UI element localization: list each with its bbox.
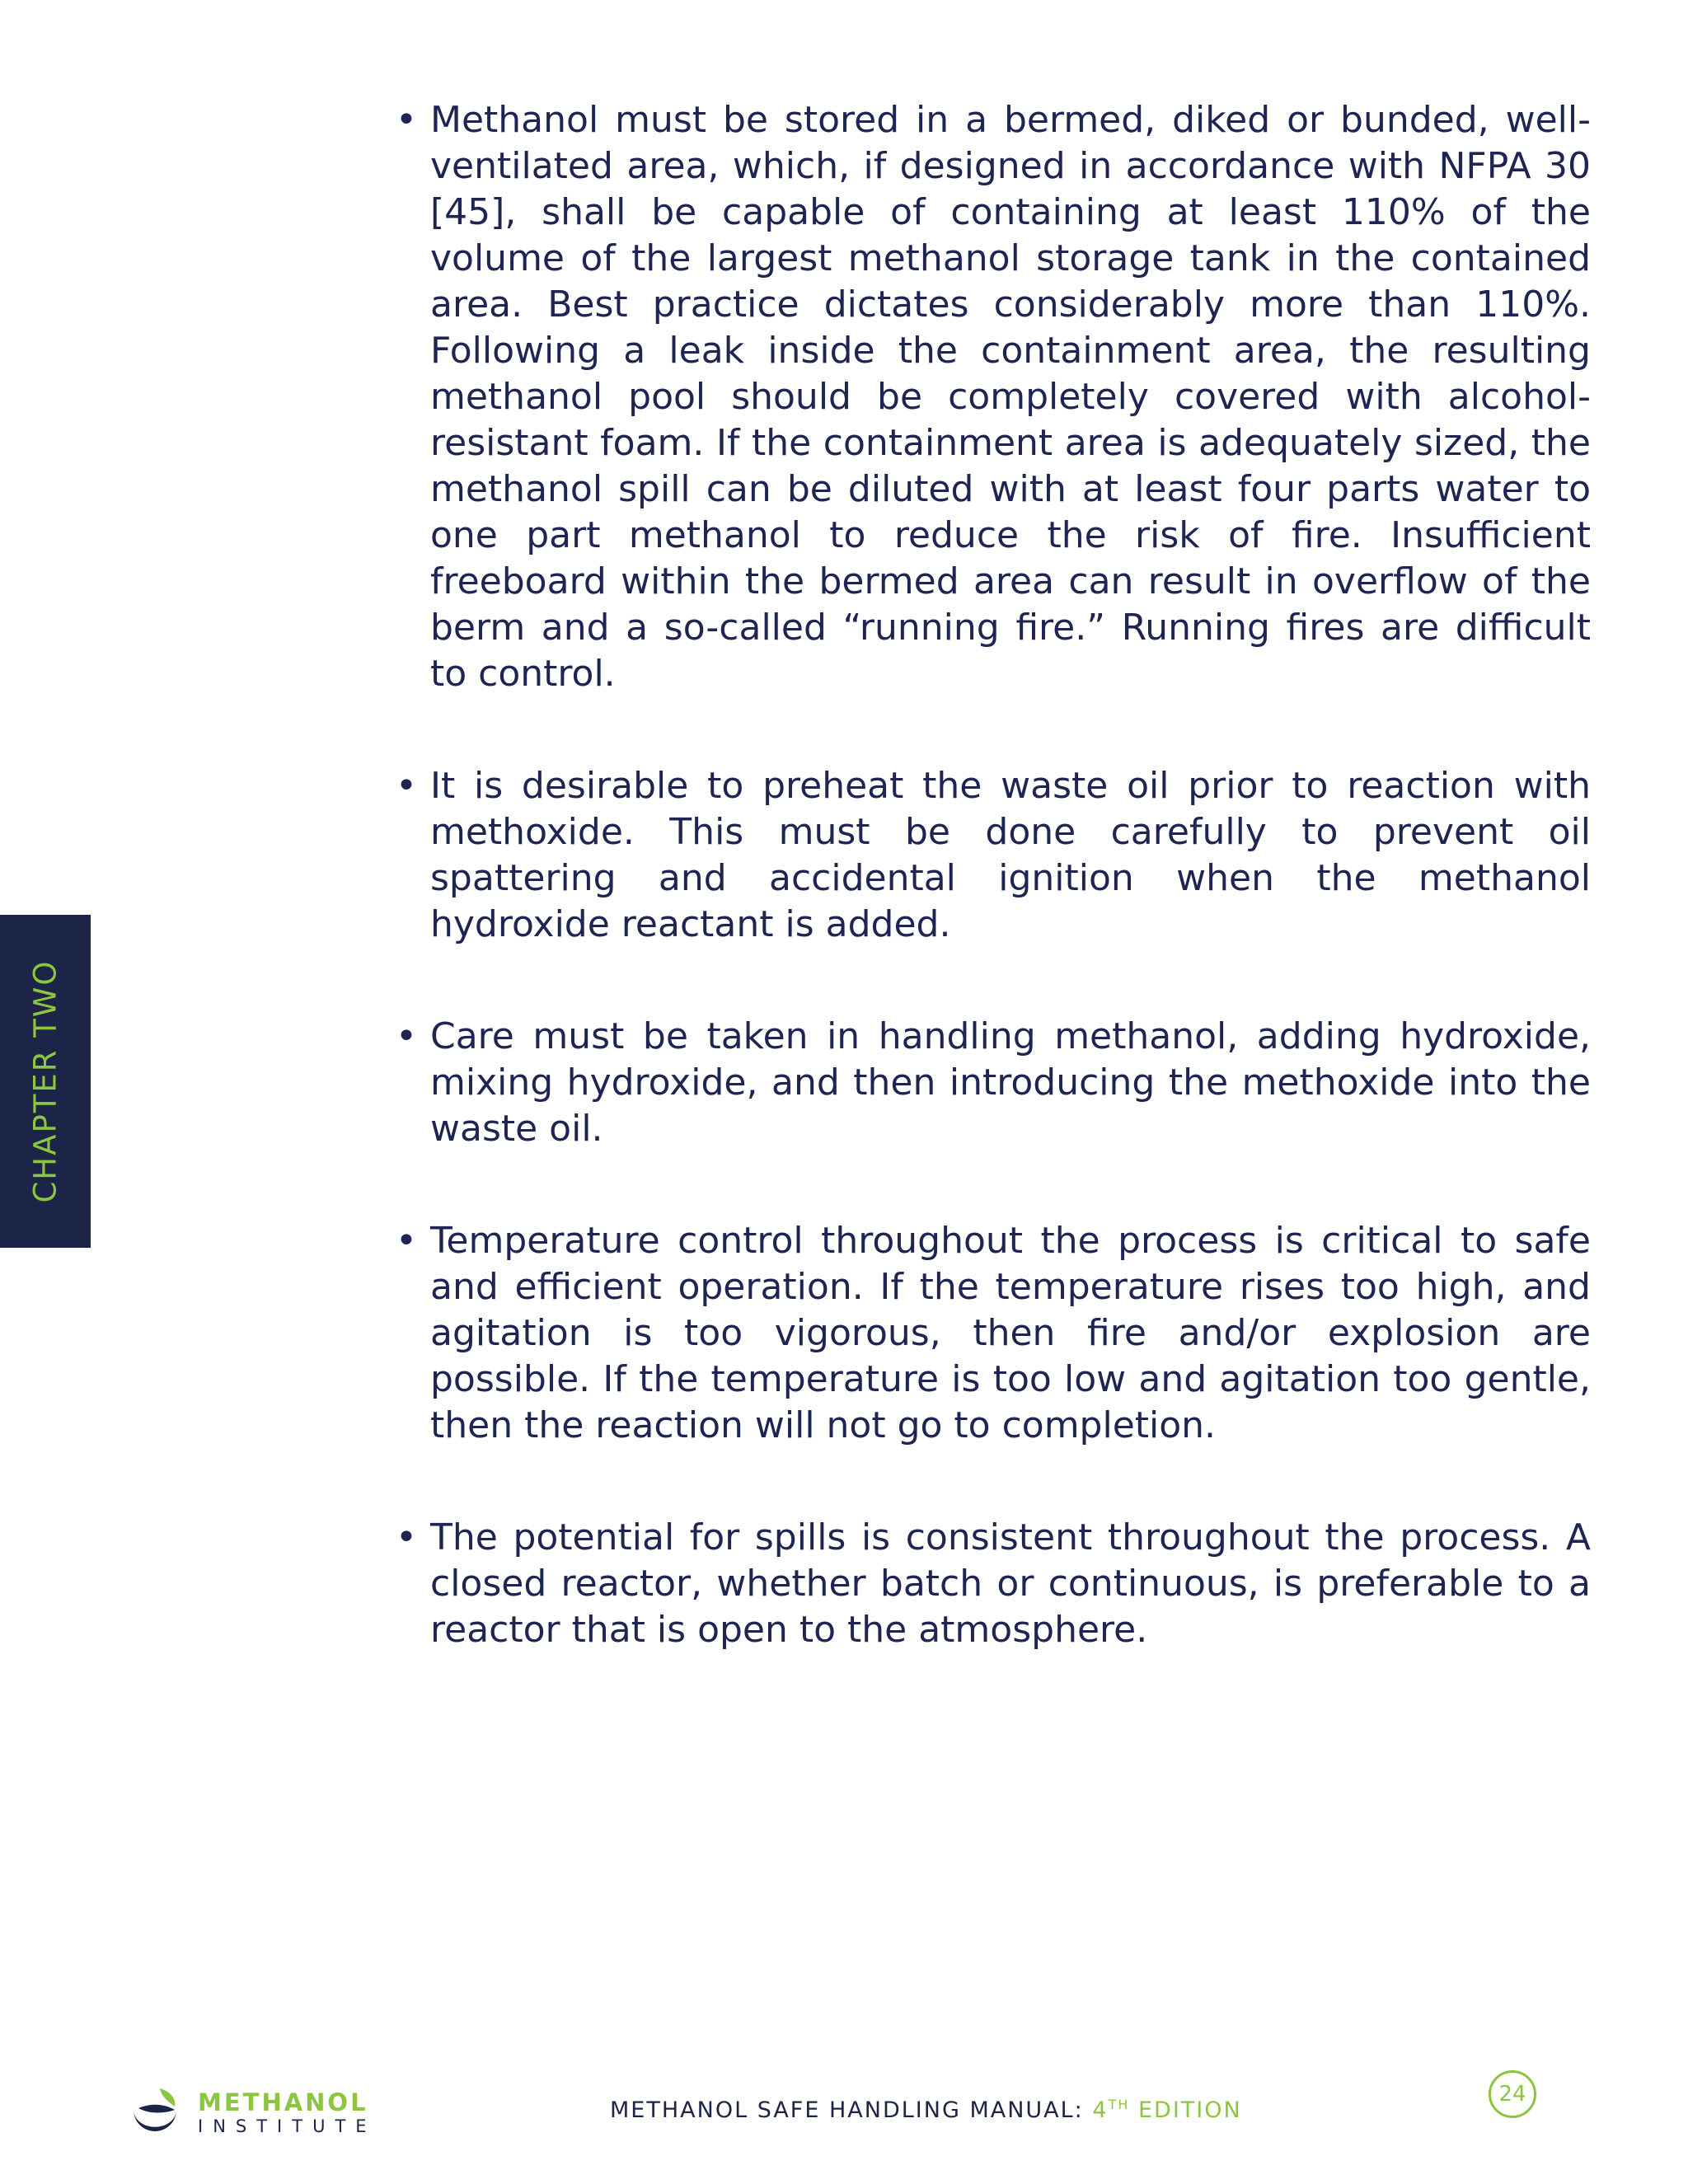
page-number: 24 xyxy=(1489,2070,1536,2118)
methanol-institute-logo xyxy=(130,2085,377,2143)
bullet-icon: • xyxy=(396,765,417,807)
list-item xyxy=(396,1014,1591,1152)
manual-title: METHANOL SAFE HANDLING MANUAL: xyxy=(610,2097,1084,2123)
footer-manual-title xyxy=(610,2097,1242,2123)
bullet-icon: • xyxy=(396,1220,417,1262)
logo-mark-icon xyxy=(130,2085,180,2135)
list-item xyxy=(396,1218,1591,1449)
list-item xyxy=(396,763,1591,948)
bullet-text: Care must be taken in handling methanol, adding hydroxide, mixing hydroxide, and then introducing the methoxide into the waste oil. xyxy=(430,1015,1591,1150)
edition-number: 4 xyxy=(1092,2097,1109,2123)
bullet-text: The potential for spills is consistent throughout the process. A closed reactor, whether batch or continuous, is preferable to a reactor that is open to the atmosphere. xyxy=(430,1516,1591,1651)
edition-label xyxy=(1092,2097,1241,2123)
bullet-text: Methanol must be stored in a bermed, diked or bunded, well-ventilated area, which, if designed in accordance with NFPA 30 [45], shall be capable of containing at least 110% of the volume of the largest methanol storage tank in the contained area. Best practice dictates considerably more than 110%. Following a leak inside the containment area, the resulting methanol pool should be completely covered with alcohol-resistant foam. If the containment area is adequately sized, the methanol spill can be diluted with at least four parts water to one part methanol to reduce the risk of fire. Insufficient freeboard within the bermed area can result in overflow of the berm and a so-called “running fire.” Running fires are difficult to control. xyxy=(430,99,1591,695)
list-item xyxy=(396,97,1591,697)
logo-word-methanol: METHANOL xyxy=(198,2088,368,2116)
bullet-icon: • xyxy=(396,99,417,141)
logo-word-institute: INSTITUTE xyxy=(198,2116,377,2136)
chapter-label: CHAPTER TWO xyxy=(27,959,63,1203)
bullet-icon: • xyxy=(396,1516,417,1558)
bullet-text: Temperature control throughout the process is critical to safe and efficient operation. If the temperature rises too high, and agitation is too vigorous, then fire and/or explosion are possible. If the temperature is too low and agitation too gentle, then the reaction will not go to completion. xyxy=(430,1220,1591,1446)
bullet-icon: • xyxy=(396,1015,417,1057)
edition-word: EDITION xyxy=(1137,2097,1242,2123)
bullet-text: It is desirable to preheat the waste oil prior to reaction with methoxide. This must be done carefully to prevent oil spattering and accidental ignition when the methanol hydroxide reactant is added. xyxy=(430,765,1591,945)
chapter-tab xyxy=(0,915,91,1248)
bullet-list xyxy=(396,97,1591,1719)
list-item xyxy=(396,1515,1591,1653)
edition-suffix: TH xyxy=(1108,2097,1130,2112)
